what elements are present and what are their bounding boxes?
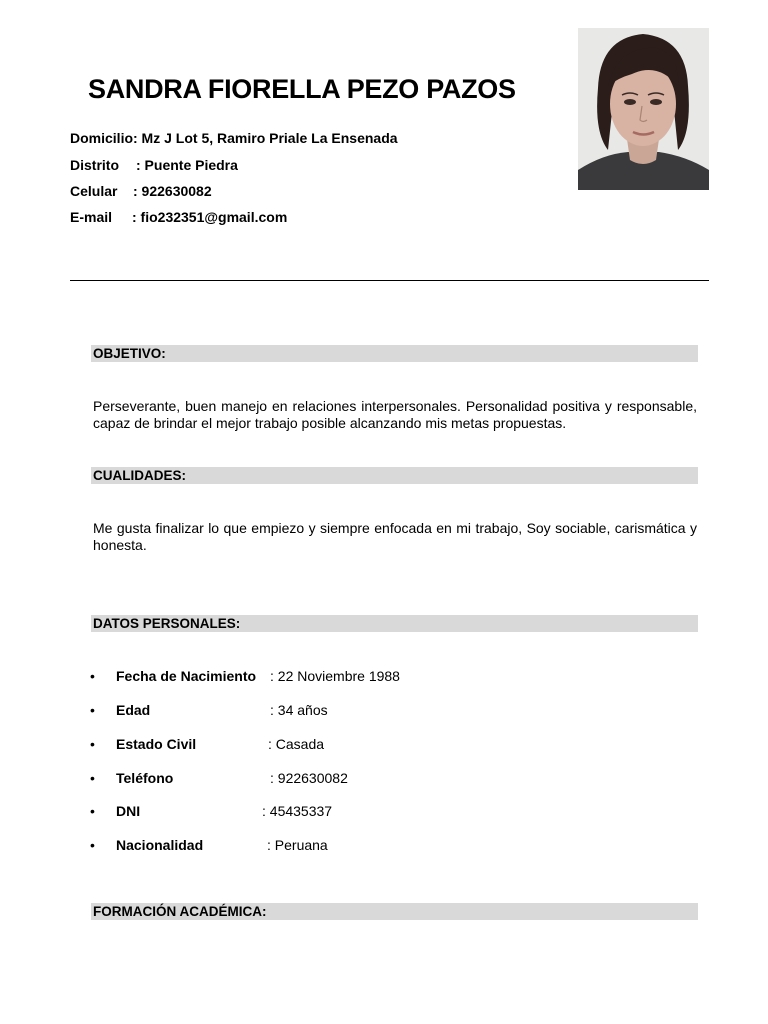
field-label: Teléfono [116,770,174,786]
section-title-datos-personales: DATOS PERSONALES: [91,615,698,632]
contact-value: : fio232351@gmail.com [132,209,288,225]
contact-value: Mz J Lot 5, Ramiro Priale La Ensenada [137,130,398,146]
section-title-objetivo: OBJETIVO: [91,345,698,362]
contact-distrito [70,157,238,173]
field-value: : 922630082 [270,770,348,786]
objetivo-text: Perseverante, buen manejo en relaciones interpersonales. Personalidad positiva y responsable, capaz de brindar el mejor trabajo posible alcanzando mis metas propuestas. [93,398,697,431]
section-title-formacion-academica: FORMACIÓN ACADÉMICA: [91,903,698,920]
bullet-dot: • [90,702,95,718]
field-value: : 34 años [270,702,328,718]
contact-value: : Puente Piedra [136,157,238,173]
field-label: Fecha de Nacimiento [116,668,257,684]
contact-label: Distrito [70,157,119,173]
cualidades-text: Me gusta finalizar lo que empiezo y siempre enfocada en mi trabajo, Soy sociable, carismática y honesta. [93,520,697,553]
portrait-image [578,28,709,190]
contact-domicilio [70,130,398,146]
field-value: : 45435337 [262,803,333,819]
field-value: : Casada [268,736,325,752]
bullet-dot: • [90,770,95,786]
contact-celular [70,183,212,199]
field-label: Estado Civil [116,736,197,752]
bullet-dot: • [90,803,95,819]
bullet-dot: • [90,837,95,853]
contact-label: Celular [70,183,118,199]
field-label: Edad [116,702,151,718]
contact-label: Domicilio: [70,130,138,146]
bullet-dot: • [90,736,95,752]
contact-email [70,209,287,225]
header-divider [70,280,709,281]
bullet-dot: • [90,668,95,684]
field-value: : 22 Noviembre 1988 [270,668,400,684]
field-value: : Peruana [267,837,328,853]
field-label: Nacionalidad [116,837,204,853]
contact-label: E-mail [70,209,113,225]
field-label: DNI [116,803,141,819]
profile-photo [578,28,709,190]
candidate-name: SANDRA FIORELLA PEZO PAZOS [88,74,516,104]
section-title-cualidades: CUALIDADES: [91,467,698,484]
contact-value: : 922630082 [133,183,212,199]
